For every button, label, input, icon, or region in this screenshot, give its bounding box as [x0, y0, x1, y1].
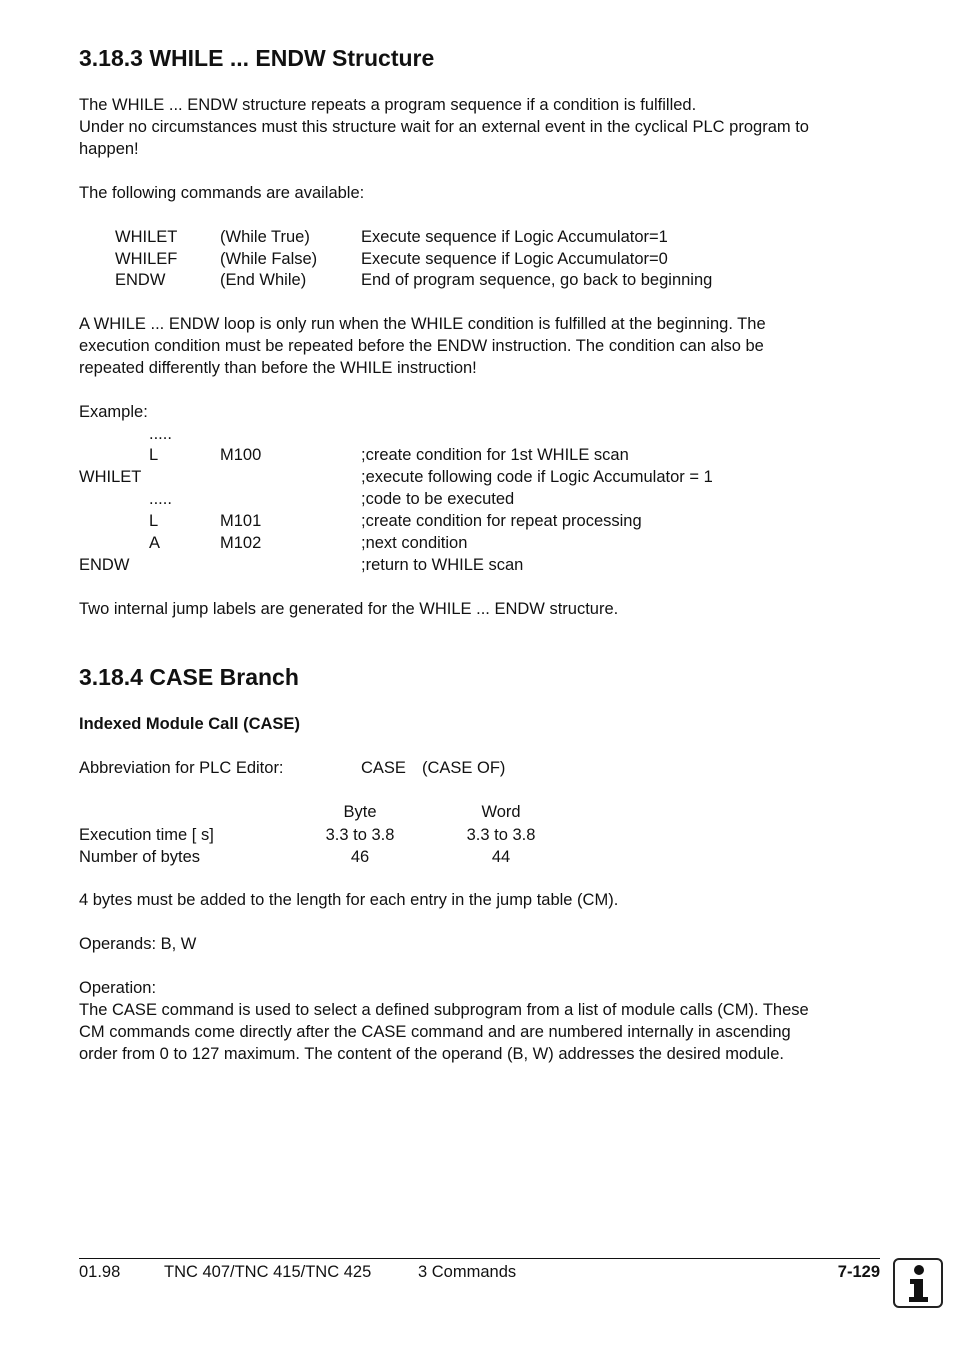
code-comment: ;return to WHILE scan	[361, 556, 524, 574]
code-op: .....	[149, 490, 172, 508]
command-name: (End While)	[220, 271, 307, 289]
code-line	[0, 466, 954, 488]
footer-chapter: 3 Commands	[418, 1263, 517, 1281]
cell-word: 44	[491, 848, 511, 866]
command-name: (While False)	[220, 250, 318, 268]
section-heading-case: 3.18.4 CASE Branch	[79, 664, 299, 690]
code-operand: M100	[220, 446, 262, 464]
operation-line-1: The CASE command is used to select a defined subprogram from a list of module calls (CM). These	[79, 1001, 809, 1019]
table-header-row	[0, 801, 954, 823]
case-subheading: Indexed Module Call (CASE)	[79, 715, 300, 733]
code-label: WHILET	[79, 468, 142, 486]
operation-label: Operation:	[79, 979, 157, 997]
abbreviation-row	[0, 757, 954, 779]
table-row	[0, 846, 954, 868]
commands-intro: The following commands are available:	[79, 184, 365, 202]
footer-page-number: 7-129	[837, 1263, 880, 1281]
code-operand: M101	[220, 512, 262, 530]
code-line	[0, 554, 954, 576]
code-line	[0, 510, 954, 532]
cell-byte: 46	[350, 848, 370, 866]
abbreviation-label: Abbreviation for PLC Editor:	[79, 759, 284, 777]
command-code: WHILEF	[115, 250, 178, 268]
code-operand: M102	[220, 534, 262, 552]
operation-line-3: order from 0 to 127 maximum. The content of the operand (B, W) addresses the desired module.	[79, 1045, 784, 1063]
code-comment: ;next condition	[361, 534, 468, 552]
code-line	[0, 444, 954, 466]
command-name: (While True)	[220, 228, 310, 246]
footer-models: TNC 407/TNC 415/TNC 425	[164, 1263, 372, 1281]
loop-line-3: repeated differently than before the WHILE instruction!	[79, 359, 477, 377]
command-desc: Execute sequence if Logic Accumulator=1	[361, 228, 668, 246]
abbreviation-full: (CASE OF)	[422, 759, 506, 777]
command-row	[0, 269, 954, 291]
footer-date: 01.98	[79, 1263, 121, 1281]
abbreviation-command: CASE	[361, 759, 406, 777]
command-code: ENDW	[115, 271, 166, 289]
operands-text: Operands: B, W	[79, 935, 197, 953]
cell-word: 3.3 to 3.8	[466, 826, 536, 844]
row-label: Execution time [ s]	[79, 826, 214, 844]
code-line	[0, 488, 954, 510]
table-row	[0, 824, 954, 846]
code-op: .....	[149, 425, 172, 443]
while-intro-line-1: The WHILE ... ENDW structure repeats a program sequence if a condition is fulfilled.	[79, 96, 697, 114]
column-header-byte: Byte	[343, 803, 377, 821]
command-desc: End of program sequence, go back to beginning	[361, 271, 713, 289]
code-line	[0, 423, 954, 445]
row-label: Number of bytes	[79, 848, 201, 866]
operation-line-2: CM commands come directly after the CASE command and are numbered internally in ascending	[79, 1023, 791, 1041]
loop-line-1: A WHILE ... ENDW loop is only run when the WHILE condition is fulfilled at the beginning. The	[79, 315, 766, 333]
bytes-note: 4 bytes must be added to the length for each entry in the jump table (CM).	[79, 891, 619, 909]
column-header-word: Word	[481, 803, 521, 821]
code-op: L	[149, 512, 159, 530]
command-row	[0, 248, 954, 270]
command-desc: Execute sequence if Logic Accumulator=0	[361, 250, 668, 268]
command-code: WHILET	[115, 228, 178, 246]
code-label: ENDW	[79, 556, 130, 574]
code-comment: ;create condition for repeat processing	[361, 512, 642, 530]
code-comment: ;code to be executed	[361, 490, 515, 508]
example-label: Example:	[79, 403, 148, 421]
section-heading-while: 3.18.3 WHILE ... ENDW Structure	[79, 45, 435, 71]
code-line	[0, 532, 954, 554]
info-icon	[893, 1258, 943, 1308]
jump-note: Two internal jump labels are generated for the WHILE ... ENDW structure.	[79, 600, 619, 618]
code-op: A	[149, 534, 161, 552]
code-comment: ;execute following code if Logic Accumulator = 1	[361, 468, 713, 486]
loop-line-2: execution condition must be repeated before the ENDW instruction. The condition can also be	[79, 337, 764, 355]
cell-byte: 3.3 to 3.8	[325, 826, 395, 844]
code-comment: ;create condition for 1st WHILE scan	[361, 446, 629, 464]
while-intro-line-2: Under no circumstances must this structure wait for an external event in the cyclical PLC program to	[79, 118, 809, 136]
footer-divider	[79, 1258, 880, 1259]
while-intro-line-3: happen!	[79, 140, 139, 158]
code-op: L	[149, 446, 159, 464]
command-row	[0, 226, 954, 248]
